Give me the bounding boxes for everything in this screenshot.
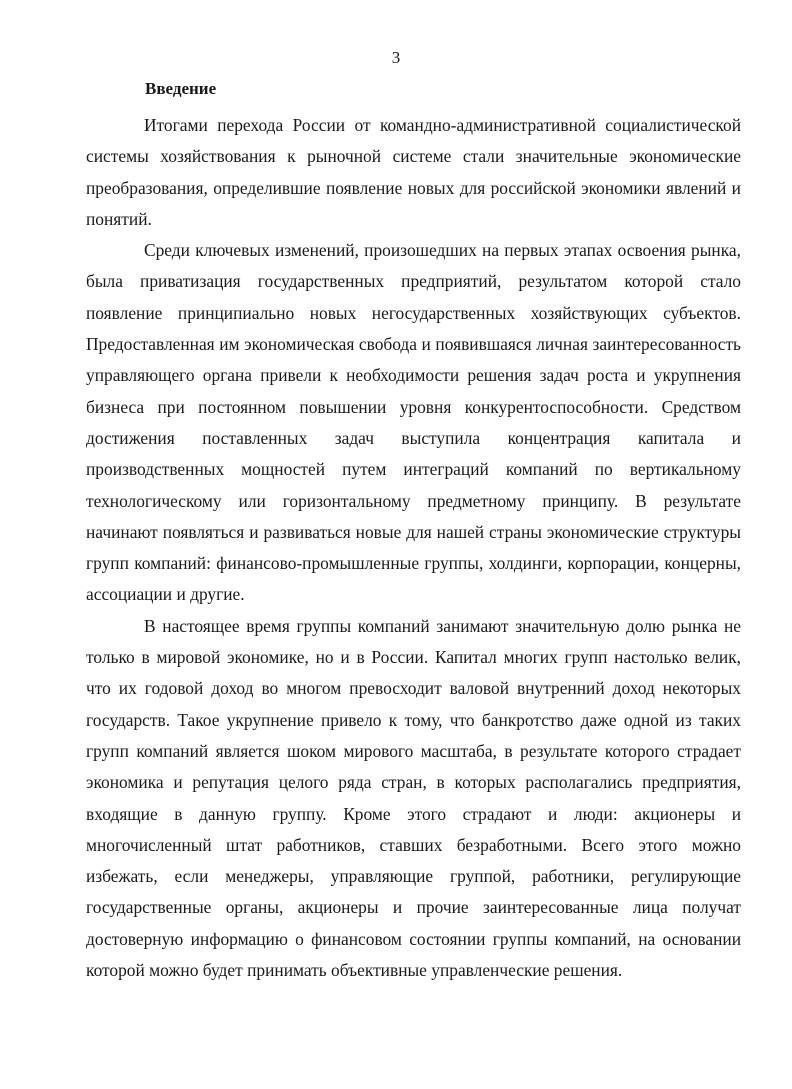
section-heading: Введение — [145, 79, 217, 98]
paragraph-2: Среди ключевых изменений, произошедших на первых этапах освоения рынка, была приватизация государственных предприятий, результатом которой стало появление принципиально новых негосударственных хозяйствующих субъектов. Предоставленная им экономическая свобода и появившаяся личная заинтересованность управляющего органа привели к необходимости решения задач роста и укрупнения бизнеса при постоянном повышении уровня конкурентоспособности. Средством достижения поставленных задач выступила концентрация капитала и производственных мощностей путем интеграций компаний по вертикальному технологическому или горизонтальному предметному принципу. В результате начинают появляться и развиваться новые для нашей страны экономические структуры групп компаний: финансово-промышленные группы, холдинги, корпорации, концерны, ассоциации и другие. — [86, 240, 741, 605]
paragraph-1: Итогами перехода России от командно-административной социалистической системы хозяйствования к рыночной системе стали значительные экономические преобразования, определившие появление новых для российской экономики явлений и понятий. — [86, 115, 741, 229]
paragraph-3: В настоящее время группы компаний занимают значительную долю рынка не только в мировой экономике, но и в России. Капитал многих групп настолько велик, что их годовой доход во многом превосходит валовой внутренний доход некоторых государств. Такое укрупнение привело к тому, что банкротство даже одной из таких групп компаний является шоком мирового масштаба, в результате которого страдает экономика и репутация целого ряда стран, в которых располагались предприятия, входящие в данную группу. Кроме этого страдают и люди: акционеры и многочисленный штат работников, ставших безработными. Всего этого можно избежать, если менеджеры, управляющие группой, работники, регулирующие государственные органы, акционеры и прочие заинтересованные лица получат достоверную информацию о финансовом состоянии группы компаний, на основании которой можно будет принимать объективные управленческие решения. — [86, 615, 741, 981]
page-number: 3 — [391, 48, 401, 67]
body-text — [86, 110, 741, 986]
